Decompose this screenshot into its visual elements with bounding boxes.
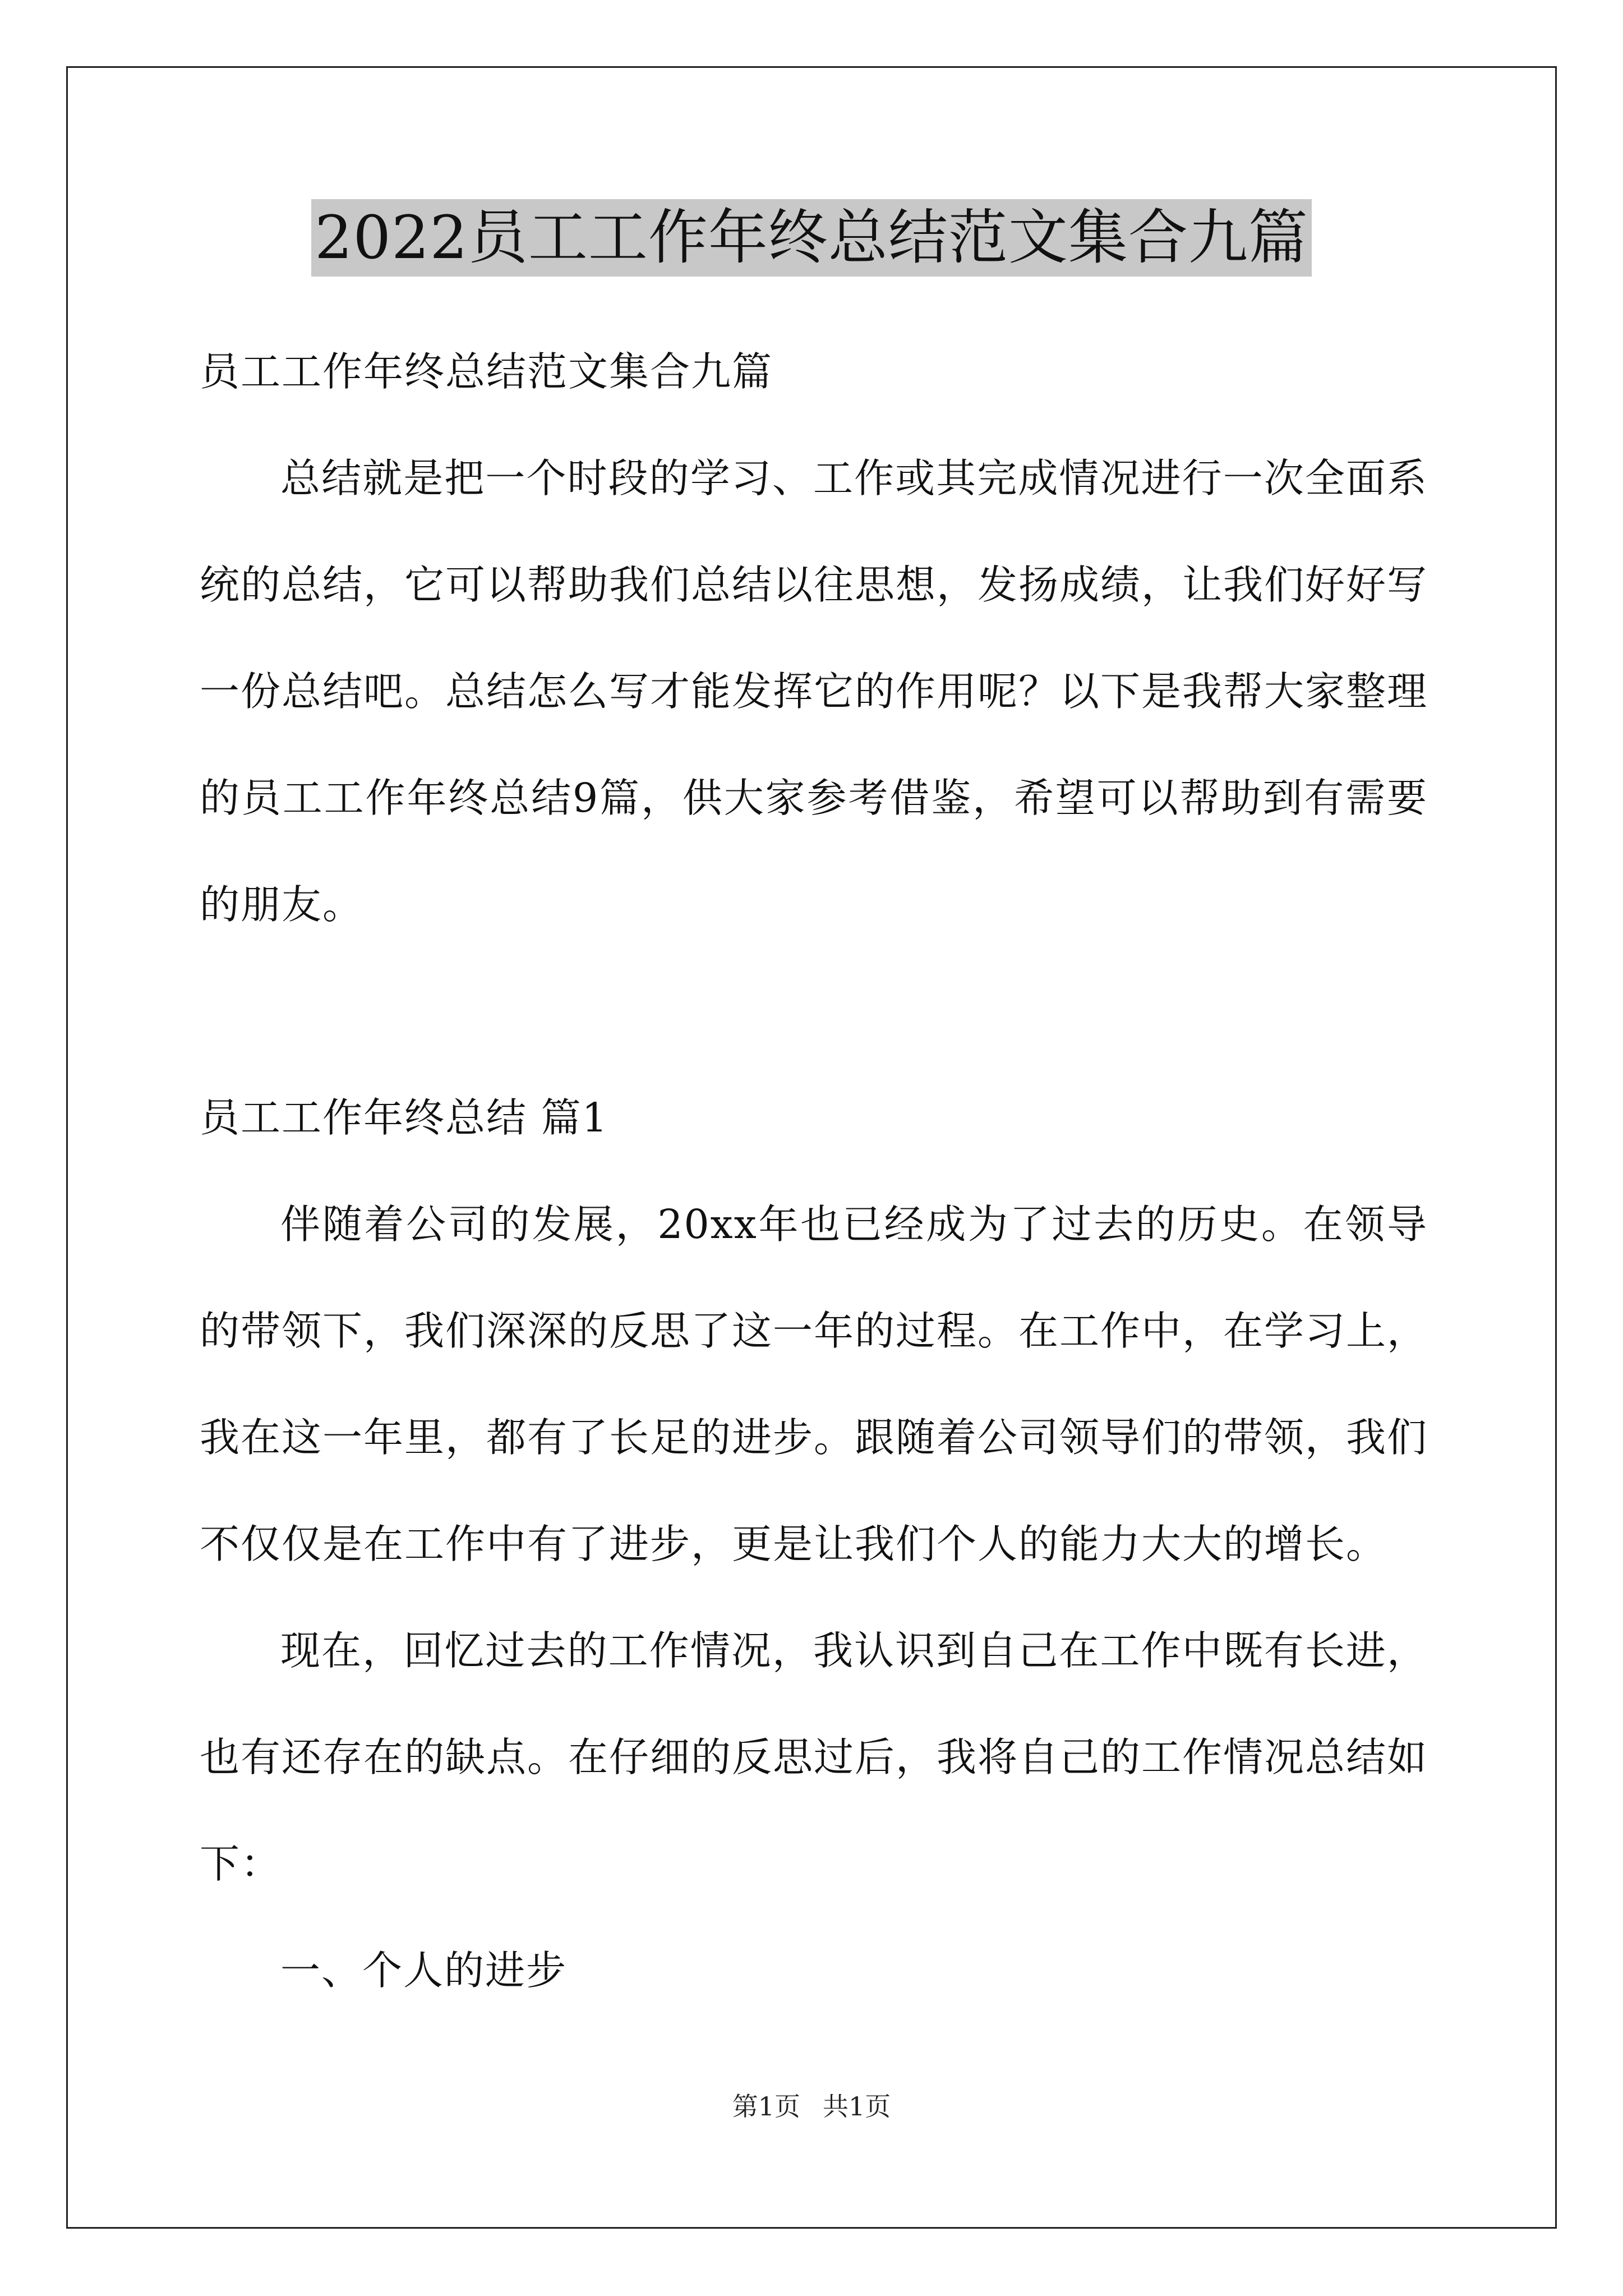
section-heading: 员工工作年终总结 篇1 [200, 1094, 608, 1141]
body-paragraph: 伴随着公司的发展，20xx年也已经成为了过去的历史。在领导的带领下，我们深深的反思了这一年的过程。在工作中，在学习上，我在这一年里，都有了长足的进步。跟随着公司领导们的带领，我们不仅仅是在工作中有了进步，更是让我们个人的能力大大的增长。 [200, 1201, 1428, 1567]
page-number: 第1页 [732, 2091, 800, 2122]
body-paragraph: 现在，回忆过去的工作情况，我认识到自己在工作中既有长进，也有还存在的缺点。在仔细的反思过后，我将自己的工作情况总结如下： [200, 1627, 1428, 1887]
title-container [0, 199, 1623, 277]
subtitle-paragraph: 员工工作年终总结范文集合九篇 [200, 348, 773, 395]
document-title: 2022员工工作年终总结范文集合九篇 [311, 199, 1312, 277]
intro-paragraph: 总结就是把一个时段的学习、工作或其完成情况进行一次全面系统的总结，它可以帮助我们总结以往思想，发扬成绩，让我们好好写一份总结吧。总结怎么写才能发挥它的作用呢？以下是我帮大家整理的员工工作年终总结9篇，供大家参考借鉴，希望可以帮助到有需要的朋友。 [200, 455, 1428, 928]
subsection-heading: 一、个人的进步 [280, 1947, 568, 1994]
page-total: 共1页 [823, 2091, 891, 2122]
document-body [200, 319, 1428, 2024]
page-footer [0, 2090, 1623, 2123]
